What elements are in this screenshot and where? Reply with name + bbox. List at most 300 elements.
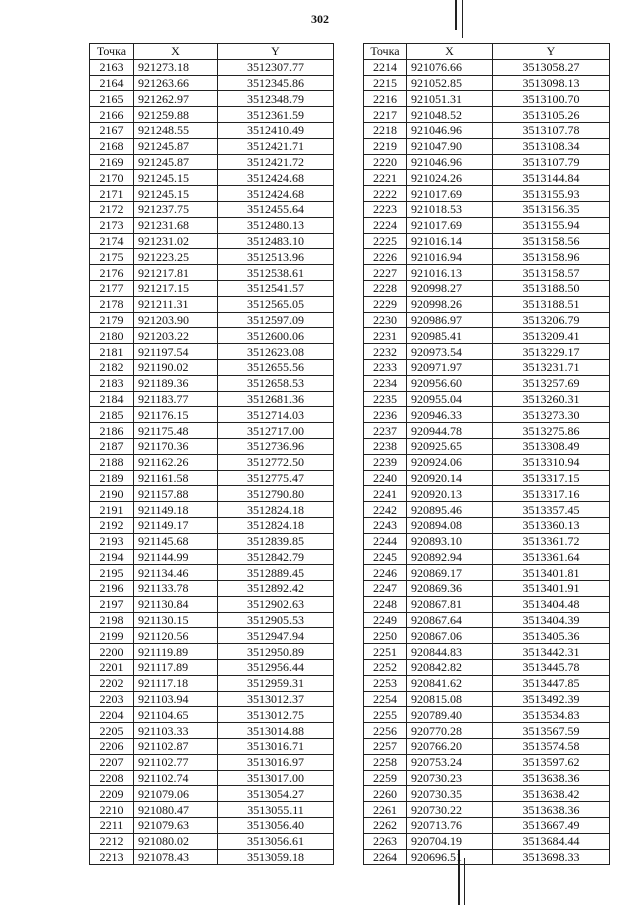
y-coordinate-cell: 3513698.33 <box>493 849 610 865</box>
y-coordinate-cell: 3513310.94 <box>493 454 610 470</box>
point-number-cell: 2264 <box>364 849 407 865</box>
y-coordinate-cell: 3512902.63 <box>218 596 334 612</box>
x-coordinate-cell: 921217.15 <box>134 280 218 296</box>
table-row <box>364 280 610 296</box>
y-coordinate-cell: 3512714.03 <box>218 407 334 423</box>
x-coordinate-cell: 921263.66 <box>134 75 218 91</box>
y-coordinate-cell: 3513158.56 <box>493 233 610 249</box>
point-number-cell: 2225 <box>364 233 407 249</box>
point-number-cell: 2212 <box>90 833 134 849</box>
table-row <box>364 470 610 486</box>
x-coordinate-cell: 921211.31 <box>134 296 218 312</box>
point-number-cell: 2184 <box>90 391 134 407</box>
table-row <box>364 707 610 723</box>
table-row <box>90 391 334 407</box>
point-number-cell: 2200 <box>90 644 134 660</box>
table-row <box>364 502 610 518</box>
point-number-cell: 2253 <box>364 675 407 691</box>
y-coordinate-cell: 3513357.45 <box>493 502 610 518</box>
table-row <box>90 312 334 328</box>
y-coordinate-cell: 3513014.88 <box>218 723 334 739</box>
x-coordinate-cell: 921217.81 <box>134 265 218 281</box>
x-coordinate-cell: 920955.04 <box>407 391 493 407</box>
y-coordinate-cell: 3513317.16 <box>493 486 610 502</box>
table-row <box>90 154 334 170</box>
point-number-cell: 2163 <box>90 59 134 75</box>
y-coordinate-cell: 3513108.34 <box>493 138 610 154</box>
table-row <box>364 438 610 454</box>
point-number-cell: 2211 <box>90 818 134 834</box>
point-number-cell: 2178 <box>90 296 134 312</box>
y-coordinate-cell: 3513667.49 <box>493 818 610 834</box>
column-header-x: X <box>134 44 218 60</box>
table-row <box>364 818 610 834</box>
y-coordinate-cell: 3512959.31 <box>218 675 334 691</box>
y-coordinate-cell: 3513597.62 <box>493 754 610 770</box>
point-number-cell: 2186 <box>90 423 134 439</box>
x-coordinate-cell: 920730.35 <box>407 786 493 802</box>
y-coordinate-cell: 3512681.36 <box>218 391 334 407</box>
point-number-cell: 2239 <box>364 454 407 470</box>
table-row <box>90 739 334 755</box>
x-coordinate-cell: 921245.87 <box>134 138 218 154</box>
x-coordinate-cell: 921273.18 <box>134 59 218 75</box>
y-coordinate-cell: 3513404.39 <box>493 612 610 628</box>
point-number-cell: 2245 <box>364 549 407 565</box>
y-coordinate-cell: 3512361.59 <box>218 107 334 123</box>
y-coordinate-cell: 3513404.48 <box>493 596 610 612</box>
y-coordinate-cell: 3512348.79 <box>218 91 334 107</box>
table-row <box>364 122 610 138</box>
table-row <box>364 59 610 75</box>
point-number-cell: 2261 <box>364 802 407 818</box>
y-coordinate-cell: 3513016.97 <box>218 754 334 770</box>
point-number-cell: 2170 <box>90 170 134 186</box>
y-coordinate-cell: 3513492.39 <box>493 691 610 707</box>
table-row <box>90 723 334 739</box>
point-number-cell: 2250 <box>364 628 407 644</box>
table-row <box>364 786 610 802</box>
y-coordinate-cell: 3513054.27 <box>218 786 334 802</box>
y-coordinate-cell: 3513275.86 <box>493 423 610 439</box>
point-number-cell: 2213 <box>90 849 134 865</box>
y-coordinate-cell: 3513107.78 <box>493 122 610 138</box>
x-coordinate-cell: 921016.13 <box>407 265 493 281</box>
table-row <box>90 344 334 360</box>
x-coordinate-cell: 920841.62 <box>407 675 493 691</box>
x-coordinate-cell: 921183.77 <box>134 391 218 407</box>
point-number-cell: 2248 <box>364 596 407 612</box>
column-header-x: X <box>407 44 493 60</box>
point-number-cell: 2204 <box>90 707 134 723</box>
table-row <box>364 312 610 328</box>
y-coordinate-cell: 3512600.06 <box>218 328 334 344</box>
point-number-cell: 2202 <box>90 675 134 691</box>
point-number-cell: 2188 <box>90 454 134 470</box>
table-row <box>90 470 334 486</box>
table-row <box>364 549 610 565</box>
point-number-cell: 2197 <box>90 596 134 612</box>
point-number-cell: 2224 <box>364 217 407 233</box>
table-row <box>90 438 334 454</box>
point-number-cell: 2222 <box>364 186 407 202</box>
x-coordinate-cell: 920971.97 <box>407 359 493 375</box>
column-header-y: Y <box>218 44 334 60</box>
x-coordinate-cell: 921117.18 <box>134 675 218 691</box>
y-coordinate-cell: 3513188.51 <box>493 296 610 312</box>
table-row <box>364 533 610 549</box>
x-coordinate-cell: 921080.47 <box>134 802 218 818</box>
table-row <box>364 233 610 249</box>
x-coordinate-cell: 921051.31 <box>407 91 493 107</box>
x-coordinate-cell: 920973.54 <box>407 344 493 360</box>
x-coordinate-cell: 920867.64 <box>407 612 493 628</box>
x-coordinate-cell: 920893.10 <box>407 533 493 549</box>
y-coordinate-cell: 3512307.77 <box>218 59 334 75</box>
y-coordinate-cell: 3512824.18 <box>218 502 334 518</box>
point-number-cell: 2257 <box>364 739 407 755</box>
table-row <box>90 549 334 565</box>
table-row <box>90 833 334 849</box>
y-coordinate-cell: 3513144.84 <box>493 170 610 186</box>
point-number-cell: 2190 <box>90 486 134 502</box>
x-coordinate-cell: 921223.25 <box>134 249 218 265</box>
table-row <box>90 675 334 691</box>
x-coordinate-cell: 920730.22 <box>407 802 493 818</box>
y-coordinate-cell: 3512717.00 <box>218 423 334 439</box>
x-coordinate-cell: 921189.36 <box>134 375 218 391</box>
table-row <box>364 170 610 186</box>
point-number-cell: 2218 <box>364 122 407 138</box>
y-coordinate-cell: 3513405.36 <box>493 628 610 644</box>
point-number-cell: 2252 <box>364 660 407 676</box>
y-coordinate-cell: 3513574.58 <box>493 739 610 755</box>
point-number-cell: 2231 <box>364 328 407 344</box>
y-coordinate-cell: 3512947.94 <box>218 628 334 644</box>
y-coordinate-cell: 3513260.31 <box>493 391 610 407</box>
table-row <box>90 644 334 660</box>
x-coordinate-cell: 921157.88 <box>134 486 218 502</box>
x-coordinate-cell: 920815.08 <box>407 691 493 707</box>
x-coordinate-cell: 921079.63 <box>134 818 218 834</box>
x-coordinate-cell: 921145.68 <box>134 533 218 549</box>
y-coordinate-cell: 3513107.79 <box>493 154 610 170</box>
point-number-cell: 2263 <box>364 833 407 849</box>
x-coordinate-cell: 920894.08 <box>407 517 493 533</box>
x-coordinate-cell: 920895.46 <box>407 502 493 518</box>
x-coordinate-cell: 921076.66 <box>407 59 493 75</box>
point-number-cell: 2242 <box>364 502 407 518</box>
x-coordinate-cell: 921248.55 <box>134 122 218 138</box>
point-number-cell: 2189 <box>90 470 134 486</box>
table-row <box>364 628 610 644</box>
x-coordinate-cell: 921024.26 <box>407 170 493 186</box>
y-coordinate-cell: 3512455.64 <box>218 201 334 217</box>
x-coordinate-cell: 920713.76 <box>407 818 493 834</box>
x-coordinate-cell: 920867.81 <box>407 596 493 612</box>
x-coordinate-cell: 921046.96 <box>407 122 493 138</box>
table-row <box>364 186 610 202</box>
table-row <box>90 849 334 865</box>
table-row <box>364 91 610 107</box>
y-coordinate-cell: 3513017.00 <box>218 770 334 786</box>
point-number-cell: 2219 <box>364 138 407 154</box>
point-number-cell: 2205 <box>90 723 134 739</box>
point-number-cell: 2185 <box>90 407 134 423</box>
x-coordinate-cell: 920696.51 <box>407 849 493 865</box>
y-coordinate-cell: 3512424.68 <box>218 170 334 186</box>
table-row <box>90 217 334 233</box>
table-row <box>364 739 610 755</box>
scan-mark-top-thin <box>462 0 463 38</box>
point-number-cell: 2167 <box>90 122 134 138</box>
y-coordinate-cell: 3513156.35 <box>493 201 610 217</box>
y-coordinate-cell: 3513100.70 <box>493 91 610 107</box>
table-row <box>364 217 610 233</box>
table-row <box>90 170 334 186</box>
point-number-cell: 2254 <box>364 691 407 707</box>
point-number-cell: 2203 <box>90 691 134 707</box>
table-row <box>364 565 610 581</box>
x-coordinate-cell: 921078.43 <box>134 849 218 865</box>
y-coordinate-cell: 3512775.47 <box>218 470 334 486</box>
x-coordinate-cell: 921203.90 <box>134 312 218 328</box>
y-coordinate-cell: 3513155.94 <box>493 217 610 233</box>
x-coordinate-cell: 920986.97 <box>407 312 493 328</box>
x-coordinate-cell: 921170.36 <box>134 438 218 454</box>
y-coordinate-cell: 3513361.72 <box>493 533 610 549</box>
y-coordinate-cell: 3513155.93 <box>493 186 610 202</box>
y-coordinate-cell: 3512889.45 <box>218 565 334 581</box>
table-row <box>364 201 610 217</box>
table-row <box>90 328 334 344</box>
point-number-cell: 2206 <box>90 739 134 755</box>
table-header-row <box>364 44 610 60</box>
table-row <box>364 486 610 502</box>
x-coordinate-cell: 920998.27 <box>407 280 493 296</box>
point-number-cell: 2244 <box>364 533 407 549</box>
x-coordinate-cell: 921119.89 <box>134 644 218 660</box>
point-number-cell: 2191 <box>90 502 134 518</box>
y-coordinate-cell: 3512480.13 <box>218 217 334 233</box>
point-number-cell: 2168 <box>90 138 134 154</box>
y-coordinate-cell: 3513534.83 <box>493 707 610 723</box>
point-number-cell: 2246 <box>364 565 407 581</box>
y-coordinate-cell: 3513684.44 <box>493 833 610 849</box>
x-coordinate-cell: 920867.06 <box>407 628 493 644</box>
point-number-cell: 2256 <box>364 723 407 739</box>
table-row <box>364 517 610 533</box>
point-number-cell: 2220 <box>364 154 407 170</box>
x-coordinate-cell: 920924.06 <box>407 454 493 470</box>
x-coordinate-cell: 920944.78 <box>407 423 493 439</box>
x-coordinate-cell: 921102.74 <box>134 770 218 786</box>
table-row <box>90 423 334 439</box>
table-row <box>364 660 610 676</box>
point-number-cell: 2195 <box>90 565 134 581</box>
point-number-cell: 2209 <box>90 786 134 802</box>
table-row <box>364 691 610 707</box>
x-coordinate-cell: 920766.20 <box>407 739 493 755</box>
x-coordinate-cell: 921237.75 <box>134 201 218 217</box>
point-number-cell: 2232 <box>364 344 407 360</box>
point-number-cell: 2215 <box>364 75 407 91</box>
point-number-cell: 2171 <box>90 186 134 202</box>
x-coordinate-cell: 920946.33 <box>407 407 493 423</box>
point-number-cell: 2198 <box>90 612 134 628</box>
y-coordinate-cell: 3513058.27 <box>493 59 610 75</box>
y-coordinate-cell: 3512424.68 <box>218 186 334 202</box>
table-row <box>364 833 610 849</box>
x-coordinate-cell: 920842.82 <box>407 660 493 676</box>
x-coordinate-cell: 921162.26 <box>134 454 218 470</box>
table-row <box>364 675 610 691</box>
point-number-cell: 2255 <box>364 707 407 723</box>
point-number-cell: 2260 <box>364 786 407 802</box>
point-number-cell: 2235 <box>364 391 407 407</box>
y-coordinate-cell: 3512658.53 <box>218 375 334 391</box>
point-number-cell: 2193 <box>90 533 134 549</box>
x-coordinate-cell: 921245.15 <box>134 186 218 202</box>
x-coordinate-cell: 921176.15 <box>134 407 218 423</box>
y-coordinate-cell: 3513055.11 <box>218 802 334 818</box>
y-coordinate-cell: 3513056.40 <box>218 818 334 834</box>
y-coordinate-cell: 3513158.57 <box>493 265 610 281</box>
x-coordinate-cell: 921262.97 <box>134 91 218 107</box>
x-coordinate-cell: 920869.36 <box>407 581 493 597</box>
x-coordinate-cell: 921102.87 <box>134 739 218 755</box>
x-coordinate-cell: 921052.85 <box>407 75 493 91</box>
y-coordinate-cell: 3513638.36 <box>493 770 610 786</box>
point-number-cell: 2208 <box>90 770 134 786</box>
x-coordinate-cell: 921149.17 <box>134 517 218 533</box>
y-coordinate-cell: 3513206.79 <box>493 312 610 328</box>
table-row <box>364 581 610 597</box>
point-number-cell: 2199 <box>90 628 134 644</box>
x-coordinate-cell: 920925.65 <box>407 438 493 454</box>
x-coordinate-cell: 921103.33 <box>134 723 218 739</box>
point-number-cell: 2223 <box>364 201 407 217</box>
x-coordinate-cell: 921133.78 <box>134 581 218 597</box>
table-row <box>90 280 334 296</box>
x-coordinate-cell: 920956.60 <box>407 375 493 391</box>
point-number-cell: 2233 <box>364 359 407 375</box>
y-coordinate-cell: 3512421.72 <box>218 154 334 170</box>
table-row <box>90 486 334 502</box>
column-header-point: Точка <box>90 44 134 60</box>
y-coordinate-cell: 3512892.42 <box>218 581 334 597</box>
y-coordinate-cell: 3513257.69 <box>493 375 610 391</box>
x-coordinate-cell: 921048.52 <box>407 107 493 123</box>
table-row <box>364 423 610 439</box>
table-row <box>364 391 610 407</box>
table-row <box>90 691 334 707</box>
table-row <box>364 107 610 123</box>
y-coordinate-cell: 3513567.59 <box>493 723 610 739</box>
y-coordinate-cell: 3513401.81 <box>493 565 610 581</box>
point-number-cell: 2183 <box>90 375 134 391</box>
y-coordinate-cell: 3513638.42 <box>493 786 610 802</box>
table-header-row <box>90 44 334 60</box>
table-row <box>364 265 610 281</box>
x-coordinate-cell: 921161.58 <box>134 470 218 486</box>
y-coordinate-cell: 3512421.71 <box>218 138 334 154</box>
point-number-cell: 2226 <box>364 249 407 265</box>
x-coordinate-cell: 920730.23 <box>407 770 493 786</box>
y-coordinate-cell: 3512956.44 <box>218 660 334 676</box>
table-row <box>90 581 334 597</box>
point-number-cell: 2247 <box>364 581 407 597</box>
coordinates-table-left <box>89 43 334 865</box>
point-number-cell: 2227 <box>364 265 407 281</box>
point-number-cell: 2240 <box>364 470 407 486</box>
y-coordinate-cell: 3512623.08 <box>218 344 334 360</box>
table-row <box>90 59 334 75</box>
point-number-cell: 2176 <box>90 265 134 281</box>
point-number-cell: 2214 <box>364 59 407 75</box>
y-coordinate-cell: 3513442.31 <box>493 644 610 660</box>
point-number-cell: 2192 <box>90 517 134 533</box>
table-row <box>364 770 610 786</box>
y-coordinate-cell: 3513056.61 <box>218 833 334 849</box>
x-coordinate-cell: 920869.17 <box>407 565 493 581</box>
y-coordinate-cell: 3513445.78 <box>493 660 610 676</box>
x-coordinate-cell: 921231.02 <box>134 233 218 249</box>
y-coordinate-cell: 3513105.26 <box>493 107 610 123</box>
table-row <box>364 296 610 312</box>
x-coordinate-cell: 921017.69 <box>407 217 493 233</box>
point-number-cell: 2187 <box>90 438 134 454</box>
x-coordinate-cell: 920998.26 <box>407 296 493 312</box>
table-row <box>364 138 610 154</box>
y-coordinate-cell: 3512410.49 <box>218 122 334 138</box>
y-coordinate-cell: 3512597.09 <box>218 312 334 328</box>
point-number-cell: 2230 <box>364 312 407 328</box>
x-coordinate-cell: 920844.83 <box>407 644 493 660</box>
x-coordinate-cell: 920920.13 <box>407 486 493 502</box>
point-number-cell: 2181 <box>90 344 134 360</box>
x-coordinate-cell: 921245.87 <box>134 154 218 170</box>
table-row <box>90 249 334 265</box>
table-row <box>364 612 610 628</box>
y-coordinate-cell: 3512842.79 <box>218 549 334 565</box>
table-row <box>90 770 334 786</box>
y-coordinate-cell: 3512824.18 <box>218 517 334 533</box>
point-number-cell: 2194 <box>90 549 134 565</box>
table-row <box>90 201 334 217</box>
y-coordinate-cell: 3512736.96 <box>218 438 334 454</box>
point-number-cell: 2165 <box>90 91 134 107</box>
x-coordinate-cell: 921245.15 <box>134 170 218 186</box>
column-header-y: Y <box>493 44 610 60</box>
table-row <box>90 802 334 818</box>
y-coordinate-cell: 3512905.53 <box>218 612 334 628</box>
point-number-cell: 2169 <box>90 154 134 170</box>
x-coordinate-cell: 921231.68 <box>134 217 218 233</box>
y-coordinate-cell: 3512950.89 <box>218 644 334 660</box>
x-coordinate-cell: 921079.06 <box>134 786 218 802</box>
table-row <box>364 596 610 612</box>
x-coordinate-cell: 920770.28 <box>407 723 493 739</box>
point-number-cell: 2179 <box>90 312 134 328</box>
table-row <box>364 75 610 91</box>
y-coordinate-cell: 3512538.61 <box>218 265 334 281</box>
coordinates-table-right <box>363 43 610 865</box>
y-coordinate-cell: 3512839.85 <box>218 533 334 549</box>
point-number-cell: 2182 <box>90 359 134 375</box>
x-coordinate-cell: 920892.94 <box>407 549 493 565</box>
point-number-cell: 2236 <box>364 407 407 423</box>
